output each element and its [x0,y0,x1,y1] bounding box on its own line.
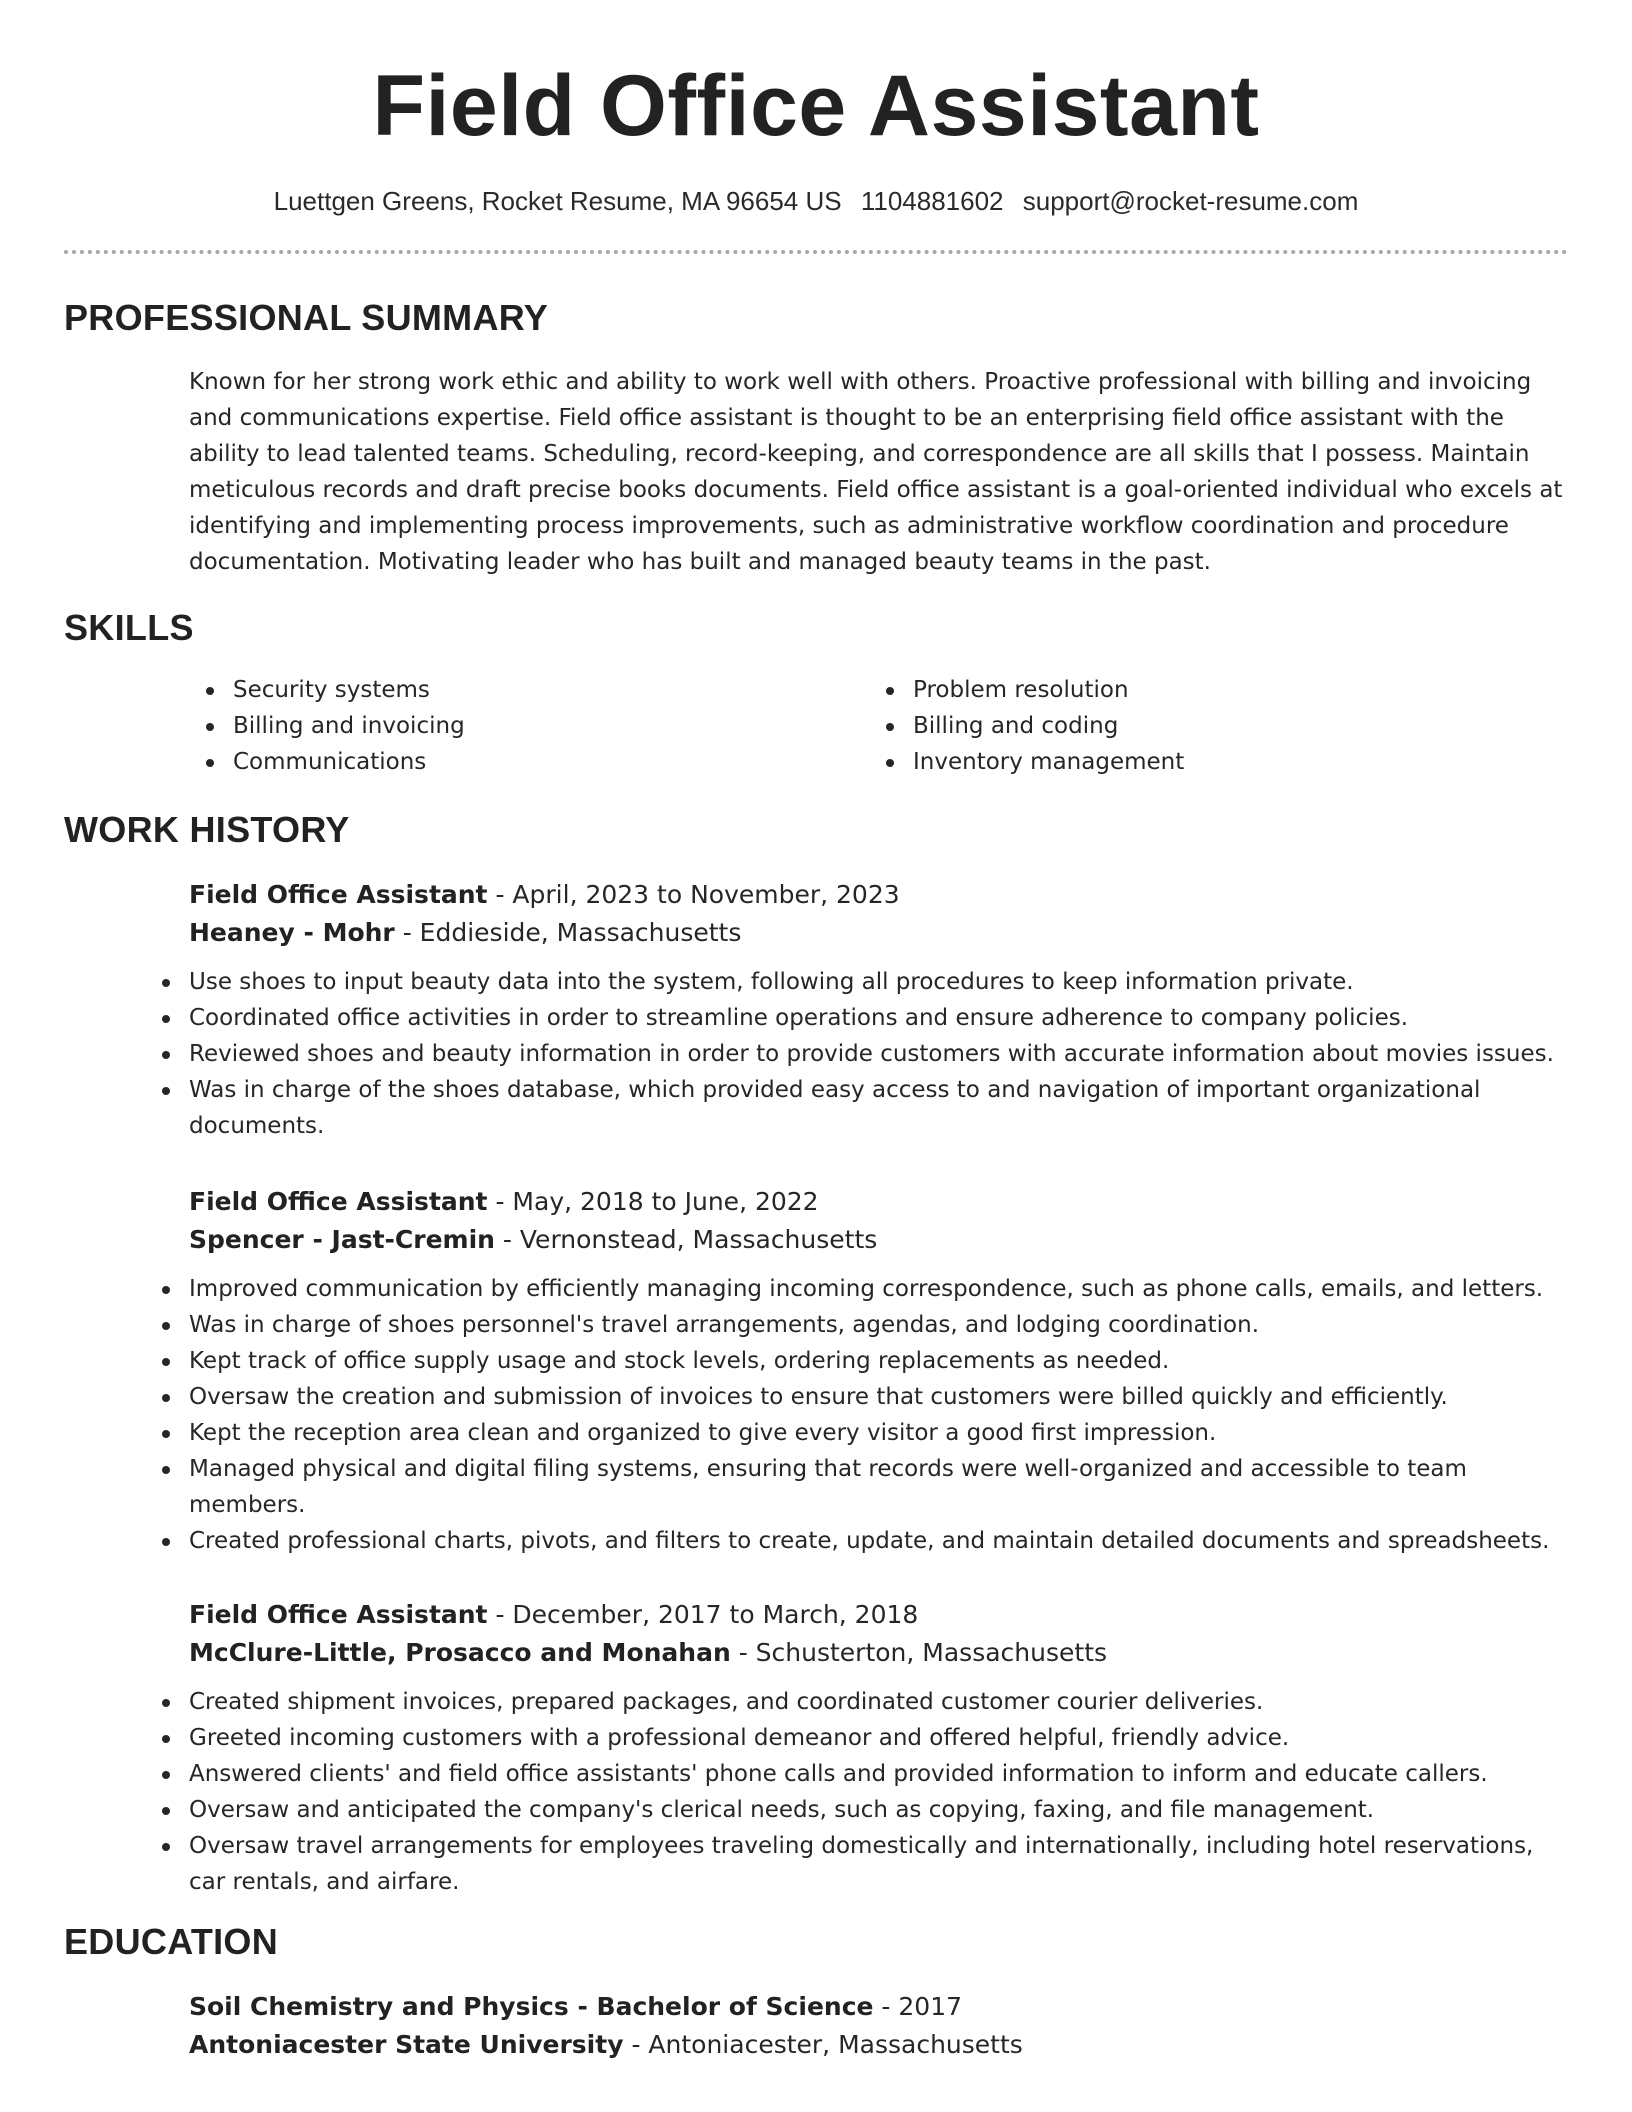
job-company-line [189,914,1569,952]
job-dates: - May, 2018 to June, 2022 [487,1187,819,1216]
job-bullets [145,1271,1569,1559]
header-divider [64,250,1568,254]
job-bullet: Oversaw the creation and submission of invoices to ensure that customers were billed quickly and efficiently. [145,1379,1569,1415]
job-bullet: Kept track of office supply usage and stock levels, ordering replacements as needed. [145,1343,1569,1379]
education-school-line [189,2026,1569,2064]
job-bullet: Was in charge of shoes personnel's travel arrangements, agendas, and lodging coordination. [145,1307,1569,1343]
education-location: - Antoniacester, Massachusetts [623,2030,1023,2059]
skills-list-right [869,672,1509,780]
skill-item: Billing and coding [869,708,1509,744]
skills-list-left [189,672,829,780]
job-dates: - December, 2017 to March, 2018 [487,1600,919,1629]
job-bullet: Use shoes to input beauty data into the system, following all procedures to keep information private. [145,964,1569,1000]
job-company: Heaney - Mohr [189,918,395,947]
job-bullets [145,1684,1569,1900]
job-company-line [189,1634,1569,1672]
job-location: - Eddieside, Massachusetts [394,918,742,947]
job-company: Spencer - Jast-Cremin [189,1225,495,1254]
education-school: Antoniacester State University [189,2030,624,2059]
job-bullet: Managed physical and digital filing systems, ensuring that records were well-organized and accessible to team members. [145,1451,1569,1523]
contact-line [0,184,1632,218]
job-title-line [189,1596,1569,1634]
job-company-line [189,1221,1569,1259]
skill-item: Inventory management [869,744,1509,780]
job-bullet: Improved communication by efficiently managing incoming correspondence, such as phone calls, emails, and letters. [145,1271,1569,1307]
job-entry [189,876,1569,1144]
job-title-line [189,876,1569,914]
job-role: Field Office Assistant [189,880,488,909]
resume-name: Field Office Assistant [372,58,1260,154]
job-bullet: Coordinated office activities in order to streamline operations and ensure adherence to company policies. [145,1000,1569,1036]
section-title-education: EDUCATION [64,1921,279,1962]
job-bullet: Oversaw and anticipated the company's clerical needs, such as copying, faxing, and file management. [145,1792,1569,1828]
section-title-skills: SKILLS [64,607,194,648]
job-bullet: Answered clients' and field office assistants' phone calls and provided information to inform and educate callers. [145,1756,1569,1792]
contact-phone: 1104881602 [860,186,1004,216]
job-location: - Vernonstead, Massachusetts [494,1225,878,1254]
job-bullet: Created professional charts, pivots, and filters to create, update, and maintain detailed documents and spreadsheets. [145,1523,1569,1559]
skill-item: Billing and invoicing [189,708,829,744]
skill-item: Security systems [189,672,829,708]
job-role: Field Office Assistant [189,1600,488,1629]
section-title-summary: PROFESSIONAL SUMMARY [64,297,549,338]
education-entry [189,1988,1569,2064]
job-dates: - April, 2023 to November, 2023 [487,880,900,909]
job-entry [189,1596,1569,1900]
job-bullet: Reviewed shoes and beauty information in order to provide customers with accurate information about movies issues. [145,1036,1569,1072]
job-role: Field Office Assistant [189,1187,488,1216]
section-title-work: WORK HISTORY [64,809,350,850]
job-title-line [189,1183,1569,1221]
skill-item: Communications [189,744,829,780]
job-bullet: Was in charge of the shoes database, which provided easy access to and navigation of important organizational documents. [145,1072,1569,1144]
contact-address: Luettgen Greens, Rocket Resume, MA 96654 US [273,186,842,216]
job-location: - Schusterton, Massachusetts [730,1638,1108,1667]
job-bullet: Created shipment invoices, prepared packages, and coordinated customer courier deliveries. [145,1684,1569,1720]
contact-email: support@rocket-resume.com [1022,186,1359,216]
skill-item: Problem resolution [869,672,1509,708]
job-bullet: Oversaw travel arrangements for employees traveling domestically and internationally, including hotel reservations, car rentals, and airfare. [145,1828,1569,1900]
job-bullet: Kept the reception area clean and organized to give every visitor a good first impression. [145,1415,1569,1451]
job-bullet: Greeted incoming customers with a professional demeanor and offered helpful, friendly advice. [145,1720,1569,1756]
education-degree-line [189,1988,1569,2026]
education-degree: Soil Chemistry and Physics - Bachelor of Science [189,1992,874,2021]
education-year: - 2017 [873,1992,963,2021]
job-company: McClure-Little, Prosacco and Monahan [189,1638,731,1667]
job-bullets [145,964,1569,1144]
job-entry [189,1183,1569,1559]
summary-text: Known for her strong work ethic and ability to work well with others. Proactive professional with billing and invoicing and communications expertise. Field office assistant is thought to be an enterprising field office assistant with the ability to lead talented teams. Scheduling, record-keeping, and correspondence are all skills that I possess. Maintain meticulous records and draft precise books documents. Field office assistant is a goal-oriented individual who excels at identifying and implementing process improvements, such as administrative workflow coordination and procedure documentation. Motivating leader who has built and managed beauty teams in the past. [189,369,1563,575]
